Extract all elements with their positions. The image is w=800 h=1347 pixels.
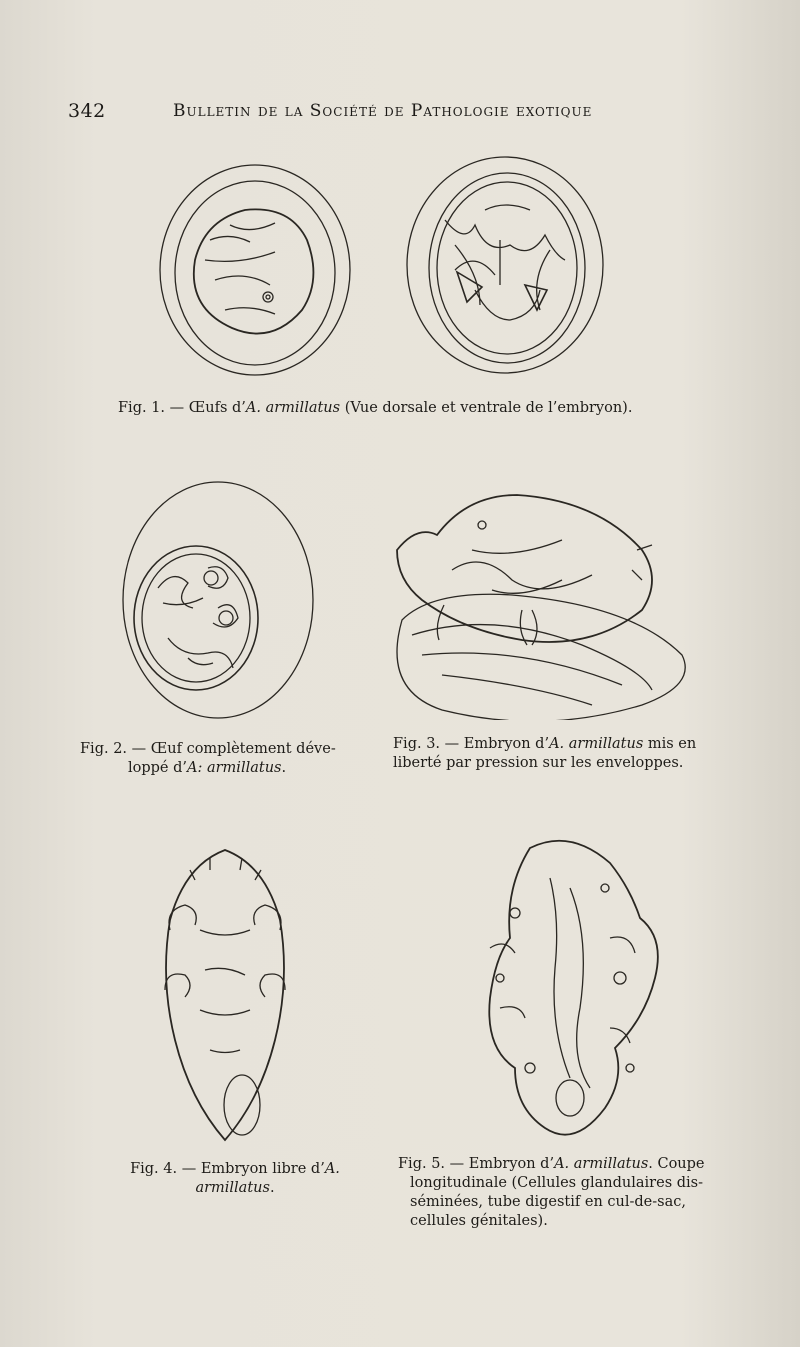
figure-1-caption-text: — Œufs d’: [165, 400, 246, 416]
figure-3-number: Fig. 3.: [393, 736, 441, 752]
figure-2-species: A: armillatus: [187, 760, 282, 776]
figure-4-number: Fig. 4.: [130, 1161, 178, 1177]
running-head: [68, 100, 708, 130]
figure-5-caption-text: — Embryon d’: [445, 1156, 555, 1172]
figure-5-caption-line4: cellules génitales).: [410, 1213, 548, 1229]
figure-1-caption-rest: (Vue dorsale et ventrale de l’embryon).: [340, 400, 633, 416]
figure-1-caption: [118, 399, 698, 418]
figure-4-caption-text: — Embryon libre d’: [177, 1161, 325, 1177]
journal-title: Bulletin de la Société de Pathologie exotique: [173, 101, 593, 121]
figure-1-species: A. armillatus: [245, 400, 341, 416]
figure-3-illustration: [382, 470, 692, 720]
figure-2-illustration: [118, 478, 318, 728]
page-number: 342: [68, 100, 106, 122]
figure-3-species: A. armillatus: [549, 736, 644, 752]
figure-2-caption-rest: .: [281, 760, 287, 776]
figure-5-caption: [398, 1155, 728, 1231]
figure-3-caption-line2: liberté par pression sur les enveloppes.: [393, 755, 684, 771]
figure-4-caption: [110, 1160, 360, 1198]
figure-3-caption-rest: mis en: [643, 736, 697, 752]
figure-3-caption: [393, 735, 723, 773]
figure-3-caption-text: — Embryon d’: [440, 736, 550, 752]
figure-5-illustration: [460, 828, 670, 1148]
figure-5-species: A. armillatus: [554, 1156, 649, 1172]
figure-2-number: Fig. 2.: [80, 741, 128, 757]
figure-4-illustration: [150, 840, 300, 1150]
figure-1-illustration: [155, 150, 605, 390]
figure-5-caption-line2: longitudinale (Cellules glandulaires dis-: [410, 1175, 704, 1191]
figure-1-number: Fig. 1.: [118, 400, 166, 416]
figure-2-caption-line2: loppé d’: [128, 760, 188, 776]
figure-5-caption-line3: séminées, tube digestif en cul-de-sac,: [410, 1194, 686, 1210]
figure-2-caption-text: — Œuf complètement déve-: [127, 741, 336, 757]
figure-5-number: Fig. 5.: [398, 1156, 446, 1172]
figure-4-species: A.: [324, 1161, 340, 1177]
figure-4-caption-rest: .: [269, 1180, 275, 1196]
figure-5-caption-rest: . Coupe: [648, 1156, 705, 1172]
figure-4-species-line2: armillatus: [195, 1180, 270, 1196]
figure-2-caption: [80, 740, 360, 778]
